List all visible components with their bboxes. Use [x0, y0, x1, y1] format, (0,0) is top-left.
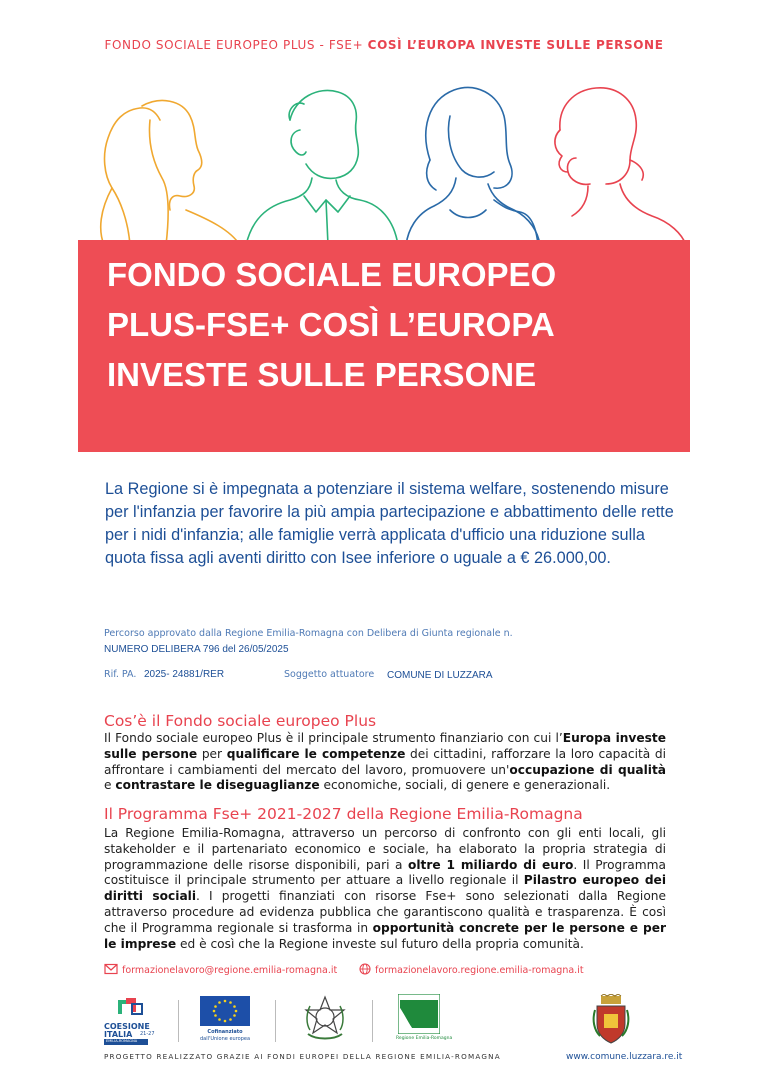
person-blue-outline [406, 88, 540, 245]
s1-text-1: Il Fondo sociale europeo Plus è il principale strumento finanziario con cui l’ [104, 731, 563, 745]
footer-url[interactable]: www.comune.luzzara.re.it [566, 1052, 683, 1062]
logo-divider [275, 1000, 276, 1042]
luzzara-coat-of-arms-icon [592, 994, 630, 1046]
person-red-outline [555, 88, 686, 245]
s1-text-5: economiche, sociali, di genere e generazionali. [319, 778, 611, 793]
section2-title: Il Programma Fse+ 2021-2027 della Regione Emilia-Romagna [104, 805, 583, 823]
eu-caption-1: Cofinanziato [207, 1029, 243, 1035]
s1-bold-3: occupazione di qualità [509, 762, 667, 777]
s1-bold-2: qualificare le competenze [226, 746, 406, 761]
s2-text-2: . Il Programma costituisce il principale strumento per attuare a livello regionale il [104, 857, 666, 888]
website-link[interactable]: formazionelavoro.regione.emilia-romagna.it [375, 965, 584, 976]
s2-text-1: La Regione Emilia-Romagna, attraverso un percorso di confronto con gli enti locali, gli stakeholder e il partenariato economico e sociale, ha elaborato la propria strategia di programmazione delle risorse disponibili, pari a [104, 826, 666, 872]
s2-bold-2: Pilastro europeo dei diritti sociali [104, 873, 666, 904]
coesione-italia-logo [104, 996, 160, 1046]
banner-title: FONDO SOCIALE EUROPEO PLUS-FSE+ COSÌ L’EUROPA INVESTE SULLE PERSONE [107, 256, 557, 393]
emilia-romagna-region-icon [398, 994, 440, 1034]
email-icon [104, 963, 118, 975]
eu-caption-2: dall'Unione europea [199, 1036, 251, 1042]
people-illustration [90, 60, 690, 245]
coesione-region-bar [104, 1039, 148, 1045]
emilia-romagna-logo [396, 994, 453, 1044]
section1-title: Cos’è il Fondo sociale europeo Plus [104, 712, 377, 730]
coesione-region: EMILIA-ROMAGNA [106, 1039, 138, 1043]
coesione-label-2: ITALIA [104, 1030, 133, 1039]
s1-text-2: per [197, 746, 227, 761]
s1-bold-1: Europa investe sulle persone [104, 731, 666, 761]
section2-body [104, 826, 666, 952]
footer-note: PROGETTO REALIZZATO GRAZIE AI FONDI EUROPEI DELLA REGIONE EMILIA-ROMAGNA [104, 1052, 501, 1061]
eu-logo [200, 996, 252, 1044]
person-green-outline [246, 90, 398, 245]
s1-text-3: dei cittadini, rafforzare la loro capacità di affrontare i cambiamenti del mercato del lavoro, promuovere un' [104, 746, 666, 777]
s2-bold-1: oltre 1 miliardo di euro [407, 857, 574, 872]
section1-body [104, 731, 666, 794]
email-link[interactable]: formazionelavoro@regione.emilia-romagna.it [122, 965, 338, 976]
eu-flag-icon [200, 996, 250, 1026]
header-part1: FONDO SOCIALE EUROPEO PLUS - FSE+ [104, 38, 368, 52]
globe-icon [358, 963, 372, 975]
person-orange-outline [101, 101, 240, 245]
rif-pa-label: Rif. PA. [104, 669, 137, 680]
s1-text-4: e [104, 778, 116, 793]
approval-text: Percorso approvato dalla Regione Emilia-Romagna con Delibera di Giunta regionale n. [104, 628, 513, 639]
s2-text-4: ed è così che la Regione investe sul futuro della propria comunità. [176, 936, 584, 951]
logo-divider [372, 1000, 373, 1042]
header-part2: COSÌ L’EUROPA INVESTE SULLE PERSONE [367, 38, 664, 52]
italian-republic-emblem-icon [302, 994, 348, 1042]
region-caption: Regione Emilia-Romagna [396, 1036, 453, 1041]
coesione-label-1: COESIONE [104, 1022, 150, 1031]
s2-bold-3: opportunità concrete per le persone e per le imprese [104, 920, 666, 951]
intro-paragraph: La Regione si è impegnata a potenziare il sistema welfare, sostenendo misure per l'infanzia per favorire la più ampia partecipazione e abbattimento delle rette per i nidi d'infanzia; alle famiglie verrà applicata d'ufficio una riduzione sulla quota fissa agli aventi diritto con Isee inferiore o uguale a € 26.000,00. [105, 480, 674, 567]
coesione-years: 21-27 [140, 1031, 155, 1037]
delibera-number: NUMERO DELIBERA 796 del 26/05/2025 [104, 644, 289, 655]
coesione-symbol-icon [112, 996, 152, 1018]
soggetto-attuatore-value: COMUNE DI LUZZARA [387, 670, 493, 681]
top-header [0, 38, 768, 52]
s1-bold-4: contrastare le diseguaglianze [115, 778, 320, 793]
soggetto-attuatore-label: Soggetto attuatore [284, 669, 375, 680]
logo-divider [178, 1000, 179, 1042]
s2-text-3: . I progetti finanziati con risorse Fse+ sono selezionati dalla Regione attraverso procedure ad evidenza pubblica che garantiscono qualità e trasparenza. È così che il Programma regionale si trasforma in [104, 889, 667, 935]
rif-pa-value: 2025- 24881/RER [144, 669, 225, 680]
